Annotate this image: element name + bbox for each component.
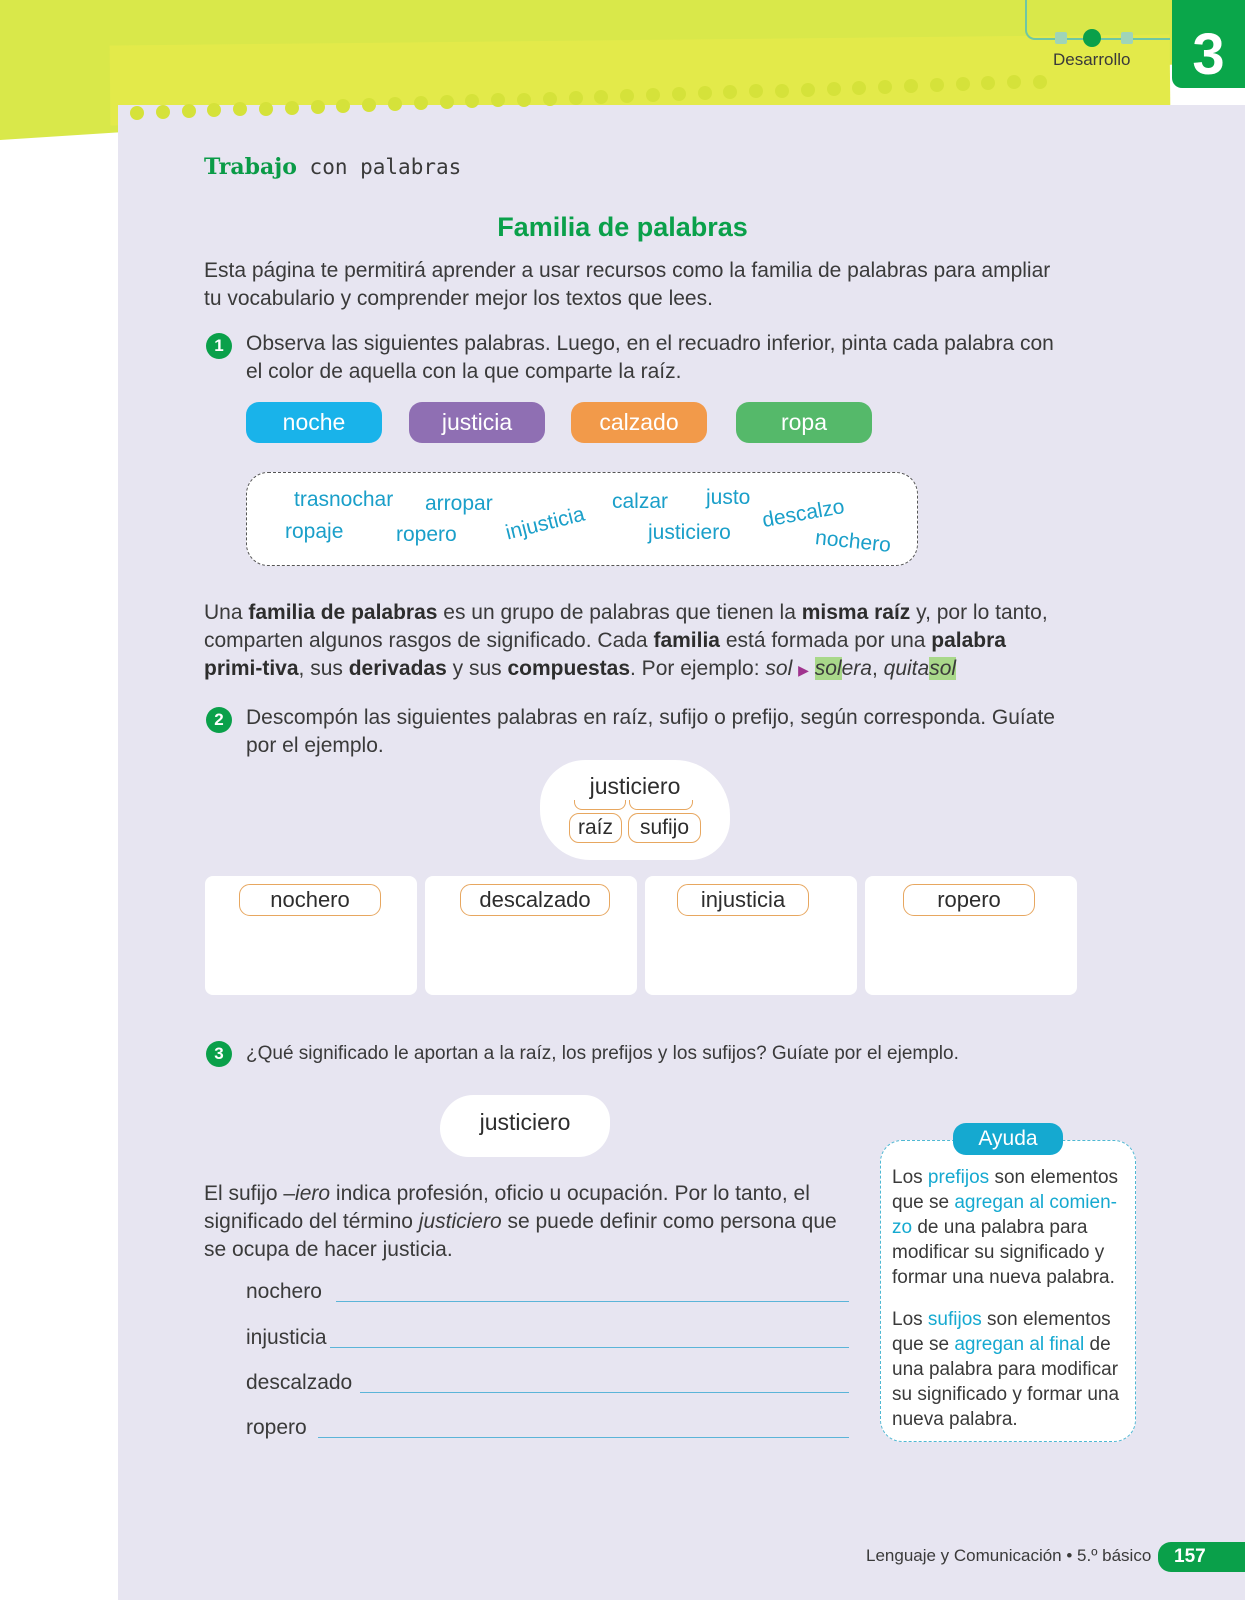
cloud-word[interactable]: justo	[706, 486, 751, 509]
arrow-right-icon: ▶	[798, 662, 809, 678]
help-title: Ayuda	[953, 1123, 1063, 1155]
help-suffix-text: Los sufijos son elementos que se agregan al final de una palabra para modificar su significado y formar una nueva palabra.	[892, 1309, 1120, 1430]
decompose-box[interactable]	[205, 876, 417, 995]
notebook-hole	[620, 89, 634, 103]
example-cloud	[440, 1095, 610, 1157]
progress-step-icon	[1121, 32, 1133, 44]
notebook-hole	[569, 91, 583, 105]
activity-instruction: ¿Qué significado le aportan a la raíz, los prefijos y los sufijos? Guíate por el ejemplo.	[246, 1043, 959, 1064]
word-tag: nochero	[239, 884, 381, 916]
cloud-word[interactable]: ropaje	[285, 520, 344, 543]
section-label: Desarrollo	[1053, 50, 1131, 69]
notebook-hole	[259, 102, 273, 116]
notebook-hole	[672, 87, 686, 101]
cloud-word[interactable]: nochero	[814, 526, 892, 557]
progress-step-icon	[1055, 32, 1067, 44]
answer-label: injusticia	[246, 1326, 327, 1349]
notebook-hole	[182, 104, 196, 118]
notebook-hole	[440, 95, 454, 109]
section-title	[204, 154, 461, 180]
cloud-word[interactable]: injusticia	[503, 502, 588, 545]
notebook-hole	[156, 105, 170, 119]
notebook-hole	[1007, 75, 1021, 89]
help-prefix-text: Los prefijos son elementos que se agregan al comien-zo de una palabra para modificar su significado y formar una nueva palabra.	[892, 1167, 1119, 1288]
notebook-hole	[491, 93, 505, 107]
word-tag: descalzado	[460, 884, 610, 916]
activity-instruction: Observa las siguientes palabras. Luego, en el recuadro inferior, pinta cada palabra con el color de aquella con la que comparte la raíz.	[246, 332, 1054, 383]
notebook-hole	[827, 82, 841, 96]
decompose-box[interactable]	[645, 876, 857, 995]
notebook-hole	[336, 99, 350, 113]
notebook-hole	[388, 97, 402, 111]
answer-label: nochero	[246, 1280, 322, 1303]
page-number: 157	[1158, 1542, 1245, 1572]
cloud-word[interactable]: calzar	[612, 490, 669, 513]
notebook-hole	[414, 96, 428, 110]
root-word-calzado: calzado	[571, 402, 707, 443]
notebook-hole	[130, 106, 144, 120]
cloud-word[interactable]: ropero	[396, 523, 457, 546]
cloud-word[interactable]: justiciero	[648, 521, 731, 544]
cloud-word[interactable]: trasnochar	[294, 488, 394, 511]
answer-line[interactable]	[318, 1437, 849, 1438]
notebook-holes	[130, 62, 1030, 122]
answer-line[interactable]	[360, 1392, 849, 1393]
root-word-ropa: ropa	[736, 402, 872, 443]
notebook-hole	[956, 77, 970, 91]
notebook-hole	[698, 86, 712, 100]
notebook-hole	[723, 85, 737, 99]
example-word: justiciero	[479, 1109, 571, 1135]
footer-subject: Lenguaje y Comunicación • 5.º básico	[866, 1546, 1152, 1565]
suffix-tag: sufijo	[628, 813, 701, 843]
answer-line[interactable]	[336, 1301, 849, 1302]
decompose-box[interactable]	[425, 876, 637, 995]
definition-text: Una familia de palabras es un grupo de palabras que tienen la misma raíz y, por lo tanto, comparten algunos rasgos de significado. Cada familia está formada por una palabra primi-tiva, sus derivadas y sus compuestas. Por ejemplo: sol ▶ solera, quitasol	[204, 601, 1048, 680]
root-word-noche: noche	[246, 402, 382, 443]
notebook-hole	[543, 92, 557, 106]
intro-text: Esta página te permitirá aprender a usar recursos como la familia de palabras para ampliar tu vocabulario y comprender mejor los textos que lees.	[204, 259, 1051, 310]
activity-number: 2	[206, 707, 232, 733]
notebook-hole	[749, 84, 763, 98]
notebook-hole	[594, 90, 608, 104]
notebook-hole	[362, 98, 376, 112]
cloud-word[interactable]: arropar	[425, 492, 493, 515]
activity-instruction: Descompón las siguientes palabras en raíz, sufijo o prefijo, según corresponda. Guíate por el ejemplo.	[246, 706, 1055, 757]
root-brace	[574, 800, 626, 810]
root-word-justicia: justicia	[409, 402, 545, 443]
answer-label: descalzado	[246, 1371, 353, 1394]
suffix-brace	[629, 800, 693, 810]
explanation-text: El sufijo –iero indica profesión, oficio u ocupación. Por lo tanto, el significado del término justiciero se puede definir como persona que se ocupa de hacer justicia.	[204, 1182, 837, 1261]
notebook-hole	[981, 76, 995, 90]
notebook-hole	[646, 88, 660, 102]
cloud-word[interactable]: descalzo	[760, 494, 847, 533]
decompose-box[interactable]	[865, 876, 1077, 995]
section-title-rest: con palabras	[309, 155, 462, 179]
chapter-number: 3	[1172, 0, 1245, 88]
activity-number: 3	[206, 1041, 232, 1067]
progress-current-icon	[1083, 29, 1101, 47]
word-tag: injusticia	[677, 884, 809, 916]
notebook-hole	[801, 83, 815, 97]
answer-line[interactable]	[330, 1347, 849, 1348]
notebook-hole	[311, 100, 325, 114]
activity-number: 1	[206, 333, 232, 359]
notebook-hole	[878, 80, 892, 94]
notebook-hole	[852, 81, 866, 95]
section-title-bold: Trabajo	[204, 154, 297, 180]
example-word: justiciero	[589, 773, 681, 799]
page-title: Familia de palabras	[497, 212, 748, 242]
notebook-hole	[904, 79, 918, 93]
notebook-hole	[233, 102, 247, 116]
notebook-hole	[775, 84, 789, 98]
root-tag: raíz	[569, 813, 622, 843]
notebook-hole	[517, 93, 531, 107]
word-tag: ropero	[903, 884, 1035, 916]
answer-label: ropero	[246, 1416, 307, 1439]
notebook-hole	[465, 94, 479, 108]
notebook-hole	[207, 103, 221, 117]
notebook-hole	[285, 101, 299, 115]
notebook-hole	[930, 78, 944, 92]
